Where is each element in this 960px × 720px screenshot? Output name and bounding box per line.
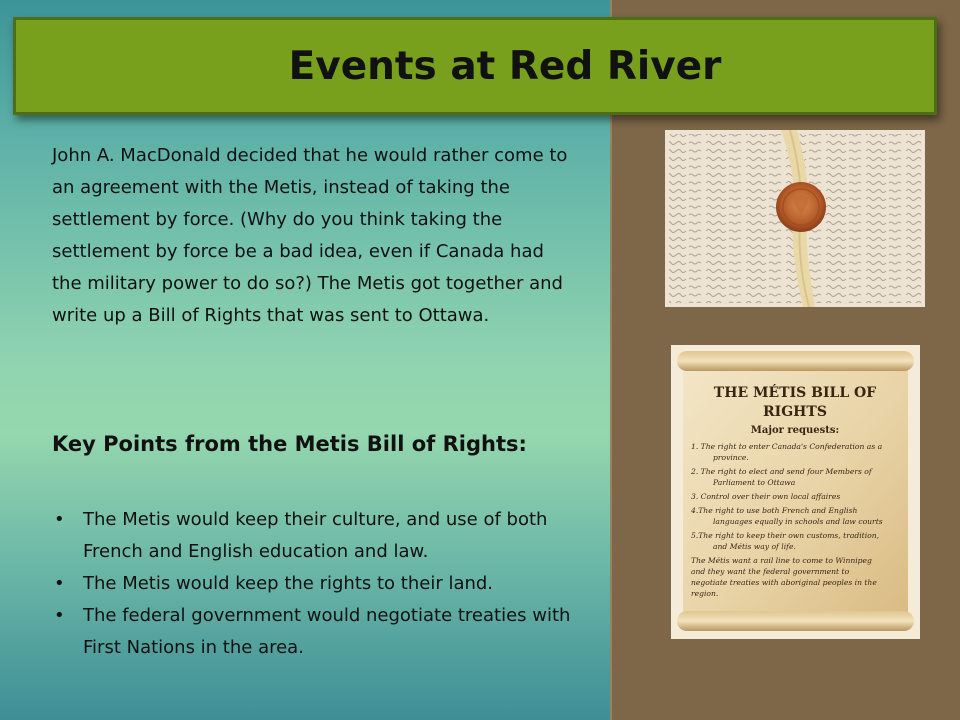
scroll-line: 1. The right to enter Canada's Confederation as a — [691, 442, 883, 451]
bullet-icon: • — [54, 573, 65, 594]
scroll-line: negotiate treaties with aboriginal peoples in the — [691, 578, 877, 587]
scroll-line: 4.The right to use both French and English — [691, 506, 858, 515]
key-point-text: The Metis would keep the rights to their land. — [83, 573, 494, 594]
bullet-icon: • — [54, 509, 65, 530]
scroll-title-line1: THE MÉTIS BILL OF — [713, 385, 877, 401]
key-points-heading: Key Points from the Metis Bill of Rights: — [52, 432, 527, 456]
list-item — [52, 568, 582, 600]
historic-document-image — [665, 130, 925, 307]
scroll-line: languages equally in schools and law courts — [713, 517, 883, 526]
scroll-line: 2. The right to elect and send four Members of — [691, 467, 872, 476]
slide-title: Events at Red River — [288, 43, 722, 89]
scroll-line: region. — [691, 589, 719, 598]
parchment-scroll-icon — [671, 345, 920, 639]
scroll-line: Parliament to Ottawa — [713, 478, 796, 487]
historic-document-with-wax-seal-icon — [665, 130, 925, 307]
list-item — [52, 504, 582, 568]
list-item — [52, 600, 582, 664]
key-point-text: The federal government would negotiate treaties with First Nations in the area. — [83, 605, 571, 658]
scroll-title-line2: RIGHTS — [763, 404, 827, 420]
scroll-line: 5.The right to keep their own customs, tradition, — [691, 531, 880, 540]
key-points-list — [52, 504, 582, 664]
key-point-text: The Metis would keep their culture, and use of both French and English education and law. — [83, 509, 548, 562]
scroll-line: and they want the federal government to — [691, 567, 850, 576]
intro-paragraph: John A. MacDonald decided that he would rather come to an agreement with the Metis, instead of taking the settlement by force. (Why do you think taking the settlement by force be a bad idea, even if Canada had the military power to do so?) The Metis got together and write up a Bill of Rights that was sent to Ottawa. — [52, 145, 568, 326]
scroll-line: The Métis want a rail line to come to Winnipeg — [691, 556, 872, 565]
scroll-line: province. — [713, 453, 749, 462]
scroll-subtitle: Major requests: — [750, 425, 840, 436]
title-bar — [13, 17, 937, 115]
scroll-line: 3. Control over their own local affaires — [691, 492, 841, 501]
bullet-icon: • — [54, 605, 65, 626]
metis-bill-of-rights-scroll-image — [671, 345, 920, 639]
scroll-line: and Métis way of life. — [713, 542, 796, 551]
